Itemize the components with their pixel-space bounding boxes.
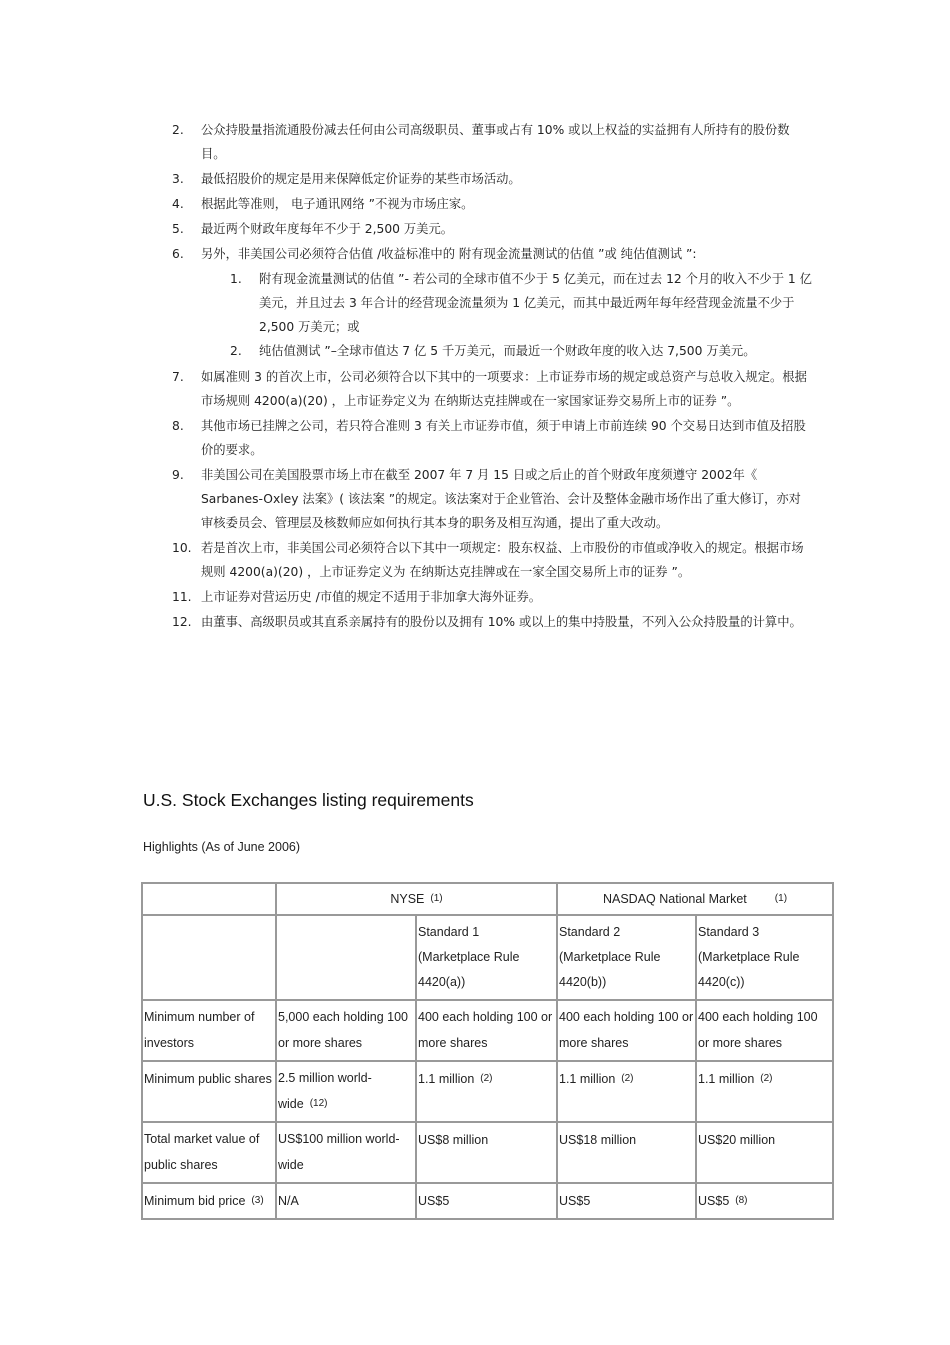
- table-cell: 1.1 million $^{(2)}$: [696, 1061, 833, 1122]
- table-cell: US$18 million: [557, 1122, 696, 1183]
- table-cell: US$8 million: [416, 1122, 557, 1183]
- list-item: 3. 最低招股价的规定是用来保障低定价证券的某些市场活动。: [172, 172, 521, 186]
- sub-list-item: 1. 附有现金流量测试的估值 ”- 若公司的全球市值不少于 5 亿美元，而在过去 12 个月的收入不少于 1 亿美元，并且过去 3 年合计的经营现金流量须为 1 亿美元，而其中最近两年每年经营现金流量不少于 2,500 万美元；或: [230, 272, 812, 334]
- table-cell: N/A: [276, 1183, 416, 1219]
- table-cell: 2.5 million world-wide $^{(12)}$: [276, 1061, 416, 1122]
- sub-list-item: 2. 纯估值测试 ”–全球市值达 7 亿 5 千万美元，而最近一个财政年度的收入达 7,500 万美元。: [230, 344, 756, 358]
- section-heading: U.S. Stock Exchanges listing requirements: [143, 790, 474, 810]
- table-corner-cell: [142, 883, 276, 915]
- table-cell: US$5: [416, 1183, 557, 1219]
- standard-3-header: Standard 3 (Marketplace Rule 4420(c)): [696, 915, 833, 1000]
- table-cell: 1.1 million $^{(2)}$: [416, 1061, 557, 1122]
- listing-requirements-table: [141, 882, 834, 1220]
- list-item: 4. 根据此等准则， 电子通讯网络 ”不视为市场庄家。: [172, 197, 474, 211]
- list-item: 2. 公众持股量指流通股份减去任何由公司高级职员、董事或占有 10% 或以上权益的实益拥有人所持有的股份数目。: [172, 123, 790, 161]
- standard-2-header: Standard 2 (Marketplace Rule 4420(b)): [557, 915, 696, 1000]
- table-row: [142, 1061, 833, 1122]
- table-cell: US$5 $^{(8)}$: [696, 1183, 833, 1219]
- table-subheader-row: [142, 915, 833, 1000]
- highlights-caption: Highlights (As of June 2006): [143, 840, 301, 854]
- list-item: 6. 另外，非美国公司必须符合估值 /收益标准中的 附有现金流量测试的估值 ”或 纯估值测试 ”:: [172, 247, 697, 261]
- list-item: 9. 非美国公司在美国股票市场上市在截至 2007 年 7 月 15 日或之后止的首个财政年度须遵守 2002年《 Sarbanes-Oxley 法案》( 该法案 ”的规定。该法案对于企业管治、会计及整体金融市场作出了重大修订，亦对审核委员会、管理层及核数师应如何执行其本身的职务及相互沟通，提出了重大改动。: [172, 468, 801, 530]
- table-cell: 400 each holding 100 or more shares: [696, 1000, 833, 1061]
- list-item: 11. 上市证券对营运历史 /市值的规定不适用于非加拿大海外证券。: [172, 590, 542, 604]
- list-item: 5. 最近两个财政年度每年不少于 2,500 万美元。: [172, 222, 454, 236]
- table-row: [142, 1000, 833, 1061]
- nyse-header: NYSE $^{(1)}$: [276, 883, 557, 915]
- table-cell: US$100 million world-wide: [276, 1122, 416, 1183]
- table-cell: [276, 915, 416, 1000]
- row-label: Minimum bid price $^{(3)}$: [142, 1183, 276, 1219]
- table-cell: 5,000 each holding 100 or more shares: [276, 1000, 416, 1061]
- list-item: 10. 若是首次上市，非美国公司必须符合以下其中一项规定：股东权益、上市股份的市值或净收入的规定。根据市场规则 4200(a)(20) ，上市证券定义为 在纳斯达克挂牌或在一家全国交易所上市的证券 ”。: [172, 541, 804, 579]
- nasdaq-header: NASDAQ National Market $^{(1)}$: [557, 883, 833, 915]
- row-label: Minimum number of investors: [142, 1000, 276, 1061]
- table-row: [142, 1183, 833, 1219]
- row-label: Minimum public shares: [142, 1061, 276, 1122]
- table-cell: 400 each holding 100 or more shares: [557, 1000, 696, 1061]
- table-header-row: [142, 883, 833, 915]
- table-cell: US$20 million: [696, 1122, 833, 1183]
- table-cell: 400 each holding 100 or more shares: [416, 1000, 557, 1061]
- notes-list: [172, 118, 812, 635]
- list-item: 8. 其他市场已挂牌之公司，若只符合准则 3 有关上市证券市值，须于申请上市前连续 90 个交易日达到市值及招股价的要求。: [172, 419, 806, 457]
- row-label: Total market value of public shares: [142, 1122, 276, 1183]
- table-cell: US$5: [557, 1183, 696, 1219]
- list-item: 12. 由董事、高级职员或其直系亲属持有的股份以及拥有 10% 或以上的集中持股量，不列入公众持股量的计算中。: [172, 615, 802, 629]
- table-cell: 1.1 million $^{(2)}$: [557, 1061, 696, 1122]
- standard-1-header: Standard 1 (Marketplace Rule 4420(a)): [416, 915, 557, 1000]
- table-row: [142, 1122, 833, 1183]
- list-item: 7. 如属准则 3 的首次上市，公司必须符合以下其中的一项要求：上市证券市场的规定或总资产与总收入规定。根据市场规则 4200(a)(20) ，上市证券定义为 在纳斯达克挂牌或在一家国家证券交易所上市的证券 ”。: [172, 370, 807, 408]
- table-cell: [142, 915, 276, 1000]
